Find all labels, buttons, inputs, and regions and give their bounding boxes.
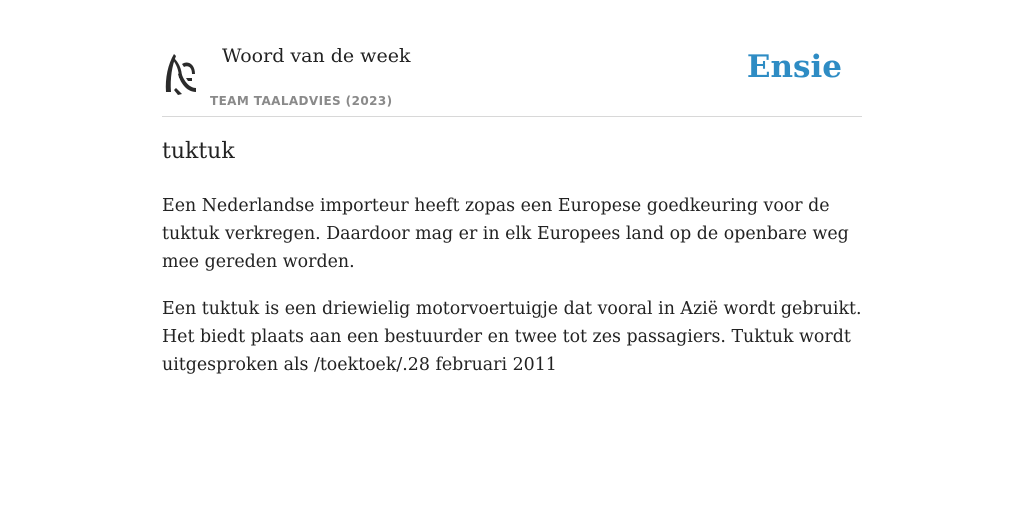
- article-date: 28 februari 2011: [407, 355, 557, 375]
- article-paragraph-2: [162, 295, 862, 379]
- series-title: Woord van de week: [222, 45, 411, 67]
- page: [162, 0, 862, 512]
- header: [162, 0, 862, 117]
- page-title: tuktuk: [162, 139, 235, 164]
- author-label: TEAM TAALADVIES (2023): [210, 94, 393, 108]
- article-paragraph-1: Een Nederlandse importeur heeft zopas een Europese goedkeuring voor de tuktuk verkregen. Daardoor mag er in elk Europees land op de openbare weg mee gereden worden.: [162, 196, 849, 272]
- article-paragraph-2-text: Een tuktuk is een driewielig motorvoertuigje dat vooral in Azië wordt gebruikt. Het biedt plaats aan een bestuurder en twee tot zes passagiers. Tuktuk wordt uitgesproken als /toektoek/.: [162, 299, 862, 375]
- flemish-lion-icon: [162, 48, 198, 96]
- ensie-brand-link[interactable]: Ensie: [746, 49, 842, 85]
